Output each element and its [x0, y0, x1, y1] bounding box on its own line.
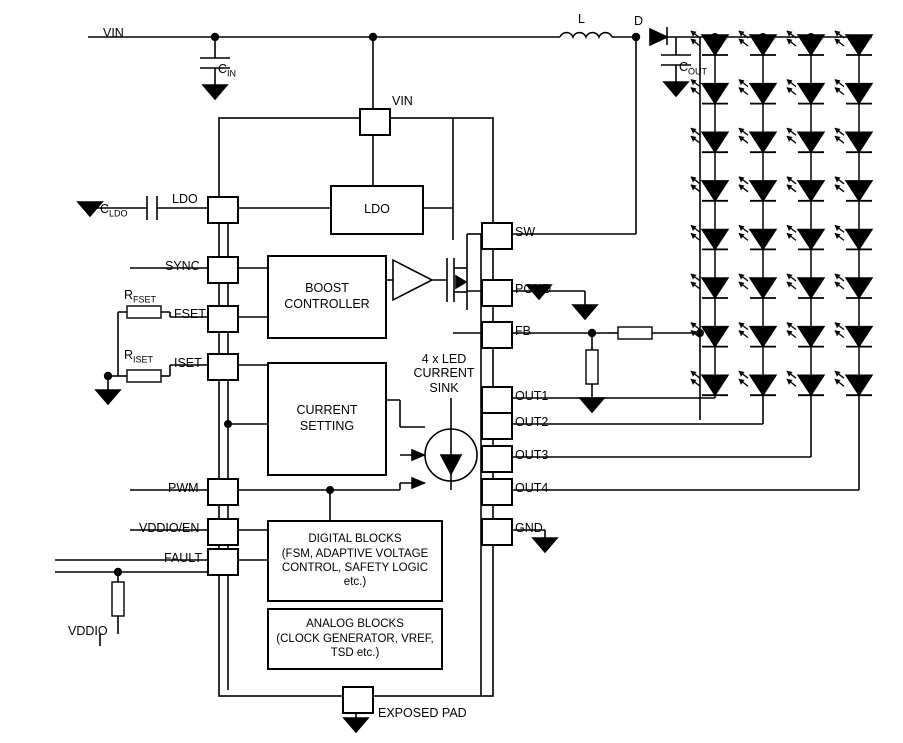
label-pgnd-pin: PGND — [515, 282, 552, 296]
pin-out2[interactable] — [481, 412, 513, 440]
pin-exposed-pad[interactable] — [342, 686, 374, 714]
ldo-block-label: LDO — [364, 202, 390, 217]
label-fset-pin: FSET — [174, 307, 206, 321]
pin-ldo[interactable] — [207, 196, 239, 224]
label-vddio: VDDIO — [68, 624, 108, 638]
pin-out4[interactable] — [481, 478, 513, 506]
pin-out1[interactable] — [481, 386, 513, 414]
pin-vddio-en[interactable] — [207, 518, 239, 546]
label-pwm-pin: PWM — [168, 481, 199, 495]
pin-pwm[interactable] — [207, 478, 239, 506]
pin-out3[interactable] — [481, 445, 513, 473]
label-sw-pin: SW — [515, 225, 536, 239]
label-rfset: $R_{FSET}$ — [124, 288, 157, 305]
label-out1-pin: OUT1 — [515, 389, 549, 403]
pin-vin[interactable] — [359, 108, 391, 136]
current-setting-label: CURRENT SETTING — [296, 403, 358, 433]
digital-blocks-label: DIGITAL BLOCKS (FSM, ADAPTIVE VOLTAGE CONTROL, SAFETY LOGIC etc.) — [281, 533, 429, 589]
label-fb-pin: FB — [515, 324, 531, 338]
label-iset-pin: ISET — [174, 356, 202, 370]
pin-sw[interactable] — [481, 222, 513, 250]
pin-sync[interactable] — [207, 256, 239, 284]
label-cout: $C_{OUT}$ — [679, 60, 708, 77]
label-cldo: $C_{LDO}$ — [100, 202, 128, 219]
boost-controller-block — [267, 255, 387, 339]
label-cin: $C_{IN}$ — [218, 62, 237, 79]
label-ldo-pin: LDO — [172, 192, 198, 206]
digital-blocks — [267, 520, 443, 602]
pin-pgnd[interactable] — [481, 279, 513, 307]
label-out3-pin: OUT3 — [515, 448, 549, 462]
label-fault-pin: FAULT — [164, 551, 202, 565]
current-setting-block — [267, 362, 387, 476]
label-current-sink: 4 x LED CURRENT SINK — [413, 352, 475, 395]
label-pin-vin: VIN — [392, 94, 413, 108]
label-inductor: L — [578, 12, 585, 26]
ldo-block — [330, 185, 424, 235]
analog-blocks — [267, 608, 443, 670]
label-exposed-pad: EXPOSED PAD — [378, 706, 467, 720]
label-riset: $R_{ISET}$ — [124, 348, 154, 365]
pin-fault[interactable] — [207, 548, 239, 576]
label-vin-rail: VIN — [103, 26, 124, 40]
label-sync-pin: SYNC — [165, 259, 200, 273]
label-out2-pin: OUT2 — [515, 415, 549, 429]
pin-fb[interactable] — [481, 321, 513, 349]
analog-blocks-label: ANALOG BLOCKS (CLOCK GENERATOR, VREF, TSD etc.) — [276, 618, 434, 660]
boost-controller-label: BOOST CONTROLLER — [284, 281, 370, 311]
label-gnd-pin: GND — [515, 521, 543, 535]
pin-iset[interactable] — [207, 353, 239, 381]
label-out4-pin: OUT4 — [515, 481, 549, 495]
pin-fset[interactable] — [207, 305, 239, 333]
label-vddio-en-pin: VDDIO/EN — [139, 521, 200, 535]
label-diode: D — [634, 14, 644, 28]
pin-gnd[interactable] — [481, 518, 513, 546]
